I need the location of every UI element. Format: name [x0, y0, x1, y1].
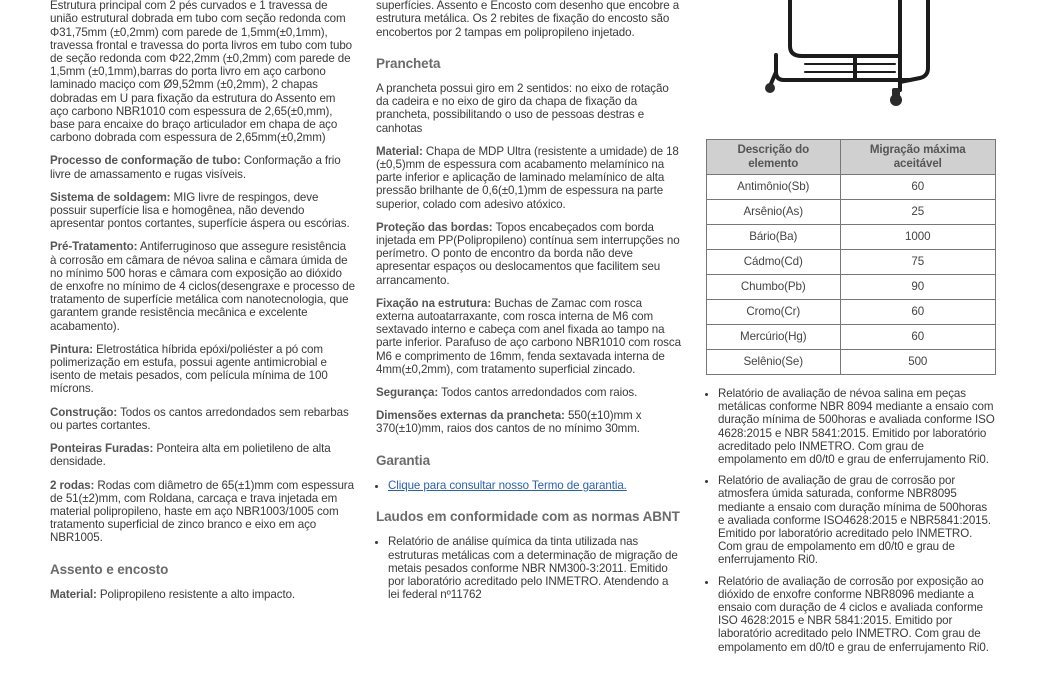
element-cell: Mercúrio(Hg) [707, 325, 841, 350]
spec-item [50, 479, 355, 545]
spec-item [50, 240, 355, 332]
spec-text: Chapa de MDP Ultra (resistente a umidade) de 18 (±0,5)mm de espessura com acabamento melamínico na parte inferior e aplicação de laminado melamínico de alta pressão brilhante de 0,6(±0,1)mm de espessura na parte superior, colado com adesivo atóxico. [376, 144, 679, 211]
spec-label: Fixação na estrutura: [376, 296, 492, 310]
spec-label: Construção: [50, 405, 118, 419]
list-item [388, 479, 681, 492]
spec-label: Pré-Tratamento: [50, 240, 138, 254]
value-cell: 60 [840, 325, 996, 350]
spec-item [50, 406, 355, 432]
spec-label: Proteção das bordas: [376, 220, 493, 234]
element-cell: Chumbo(Pb) [707, 275, 841, 300]
garantia-list [376, 479, 681, 492]
spec-label: Dimensões externas da prancheta: [376, 409, 565, 423]
spec-item [50, 191, 355, 231]
spec-text: 550(±10)mm x 370(±10)mm, raios dos cantos de no mínimo 30mm. [376, 409, 642, 436]
table-header-element: Descrição do elemento [707, 140, 841, 175]
spec-label: Segurança: [376, 386, 439, 400]
spec-text: Todos os cantos arredondados sem rebarbas ou partes cortantes. [50, 405, 349, 432]
section-heading-prancheta: Prancheta [376, 55, 441, 71]
spec-label: Pintura: [50, 342, 93, 356]
spec-text: Buchas de Zamac com rosca externa autoatarraxante, com rosca interna de M6 com sextavado interno e cabeça com anel fixada ao tampo na parte inferior. Parafuso de aço carbono NBR1010 com rosca M6 e comprimento de 16mm, fenda sextavada interna de 4mm(±0,2mm), com tratamento superficial zincado. [376, 296, 681, 376]
spec-text: Todos cantos arredondados com raios. [438, 386, 638, 400]
element-cell: Cromo(Cr) [707, 300, 841, 325]
value-cell: 90 [840, 275, 996, 300]
element-cell: Bário(Ba) [707, 225, 841, 250]
value-cell: 75 [840, 250, 996, 275]
value-cell: 1000 [840, 225, 996, 250]
spec-item [50, 154, 355, 180]
spec-label: Ponteiras Furadas: [50, 442, 154, 456]
spec-text: Eletrostática híbrida epóxi/poliéster a pó com polimerização em estufa, possui agente antimicrobial e isento de metais pesados, com película mínima de 100 mícrons. [50, 342, 328, 396]
prancheta-intro: A prancheta possui giro em 2 sentidos: no eixo de rotação da cadeira e no eixo de giro da chapa de fixação da prancheta, possibilitando o uso de pessoas destras e canhotas [376, 82, 669, 135]
spec-item [376, 145, 681, 211]
section-heading-assento: Assento e encosto [50, 561, 169, 577]
list-item: • Relatório de avaliação de névoa salina em peças metálicas conforme NBR 8094 mediante a ensaio com duração mínima de 500horas e avaliada conforme ISO 4628:2015 e NBR 5841:2015. Emitido por laboratório acreditado pelo INMETRO. Com grau de empolamento em d0/t0 e grau de enferrujamento Ri0. [718, 387, 996, 466]
spec-label: Material: [50, 587, 97, 601]
column-2 [376, 0, 681, 609]
spec-text: Topos encabeçados com borda injetada em PP(Polipropileno) contínua sem interrupções no perímetro. O ponto de encontro da borda não deve apresentar espaços ou deslocamentos que facilitem seu arrancamento. [376, 220, 680, 287]
section-heading-garantia: Garantia [376, 452, 430, 468]
table-row [707, 325, 996, 350]
table-row [707, 175, 996, 200]
table-header-row [707, 140, 996, 175]
table-row [707, 250, 996, 275]
spec-label: Material: [376, 144, 423, 158]
spec-text: Conformação a frio livre de amassamento e rugas visíveis. [50, 154, 341, 181]
spec-label: 2 rodas: [50, 478, 95, 492]
element-cell: Selênio(Se) [707, 350, 841, 375]
element-cell: Cádmo(Cd) [707, 250, 841, 275]
element-cell: Arsênio(As) [707, 200, 841, 225]
structure-paragraph: Estrutura principal com 2 pés curvados e 1 travessa de união estrutural dobrada em tubo com seção redonda com Φ31,75mm (±0,2mm) com parede de 1,5mm(±0,1mm), travessa frontal e travessa do porta livros em tubo com tubo de seção redonda com Φ22,2mm (±0,2mm) com parede de 1,5mm (±0,1mm),barras do porta livro em aço carbono laminado maciço com Ø9,52mm (±0,2mm), 2 chapas dobradas em U para fixação da estrutura do Assento em aço carbono NBR1010 com espessura de 2,65(±0,mm), base para encaixe do braço articulador em chapa de aço carbono dobrada com espessura de 2,65mm(±0,2mm) [50, 0, 353, 145]
list-item: • Relatório de avaliação de corrosão por exposição ao dióxido de enxofre conforme NBR8096 mediante a ensaio com duração de 4 ciclos e avaliada conforme ISO 4628:2015 e NBR 5841:2015. Emitido por laboratório acreditado pelo INMETRO. Com grau de empolamento em d0/t0 e grau de enferrujamento Ri0. [718, 575, 996, 654]
column-3 [706, 0, 996, 662]
spec-text: Antiferruginoso que assegure resistência à corrosão em câmara de névoa salina e câmara úmida de no mínimo 500 horas e câmara com exposição ao dióxido de enxofre no mínimo de 4 ciclos(desengraxe e processo de tratamento de superfície metálica com nanotecnologia, que garantem grande resistência mecânica e excelente acabamento). [50, 240, 355, 333]
spec-item [50, 588, 355, 601]
value-cell: 25 [840, 200, 996, 225]
spec-text: Ponteira alta em polietileno de alta densidade. [50, 442, 331, 469]
spec-item [376, 386, 681, 399]
table-row [707, 275, 996, 300]
laudos-list-continued [706, 387, 996, 654]
section-heading-laudos: Laudos em conformidade com as normas ABNT [376, 509, 680, 525]
spec-item [376, 221, 681, 287]
spec-text: Polipropileno resistente a alto impacto. [96, 587, 296, 601]
table-row [707, 300, 996, 325]
list-item: • Relatório de avaliação de grau de corrosão por atmosfera úmida saturada, conforme NBR8095 mediante a ensaio com duração mínima de 500horas e avaliada conforme ISO4628:2015 e NBR5841:2015. Emitido por laboratório acreditado pelo INMETRO. Com grau de empolamento em d0/t0 e grau de enferrujamento Ri0. [718, 474, 996, 566]
value-cell: 500 [840, 350, 996, 375]
spec-label: Processo de conformação de tubo: [50, 154, 241, 168]
spec-item [50, 442, 355, 468]
spec-item [50, 343, 355, 396]
column-1 [50, 0, 355, 611]
table-row [707, 350, 996, 375]
laudos-list [376, 535, 681, 601]
assento-paragraph: superfícies. Assento e Encosto com desenho que encobre a estrutura metálica. Os 2 rebites de fixação do encosto são encobertos por 2 tampas em polipropileno injetado. [376, 0, 680, 39]
spec-label: Sistema de soldagem: [50, 190, 171, 204]
value-cell: 60 [840, 175, 996, 200]
spec-item [376, 297, 681, 376]
spec-text: Rodas com diâmetro de 65(±1)mm com espessura de 51(±2)mm, com Roldana, carcaça e trava injetada em material polipropileno, haste em aço NBR1003/1005 com tratamento superficial de zinco branco e eixo em aço NBR1005. [50, 478, 354, 545]
garantia-link[interactable]: Clique para consultar nosso Termo de garantia. [388, 478, 627, 492]
migration-table [706, 139, 996, 375]
spec-item [376, 409, 681, 435]
table-header-migration: Migração máxima aceitável [840, 140, 996, 175]
spec-text: MIG livre de respingos, deve possuir superfície lisa e homogênea, não devendo apresentar pontos cortantes, superfície áspera ou escórias. [50, 190, 350, 231]
value-cell: 60 [840, 300, 996, 325]
table-row [707, 200, 996, 225]
element-cell: Antimônio(Sb) [707, 175, 841, 200]
list-item: • Relatório de análise química da tinta utilizada nas estruturas metálicas com a determinação de migração de metais pesados conforme NBR NM300-3:2011. Emitido por laboratório acreditado pelo INMETRO. Atendendo a lei federal nº11762 [388, 535, 681, 601]
table-row [707, 225, 996, 250]
